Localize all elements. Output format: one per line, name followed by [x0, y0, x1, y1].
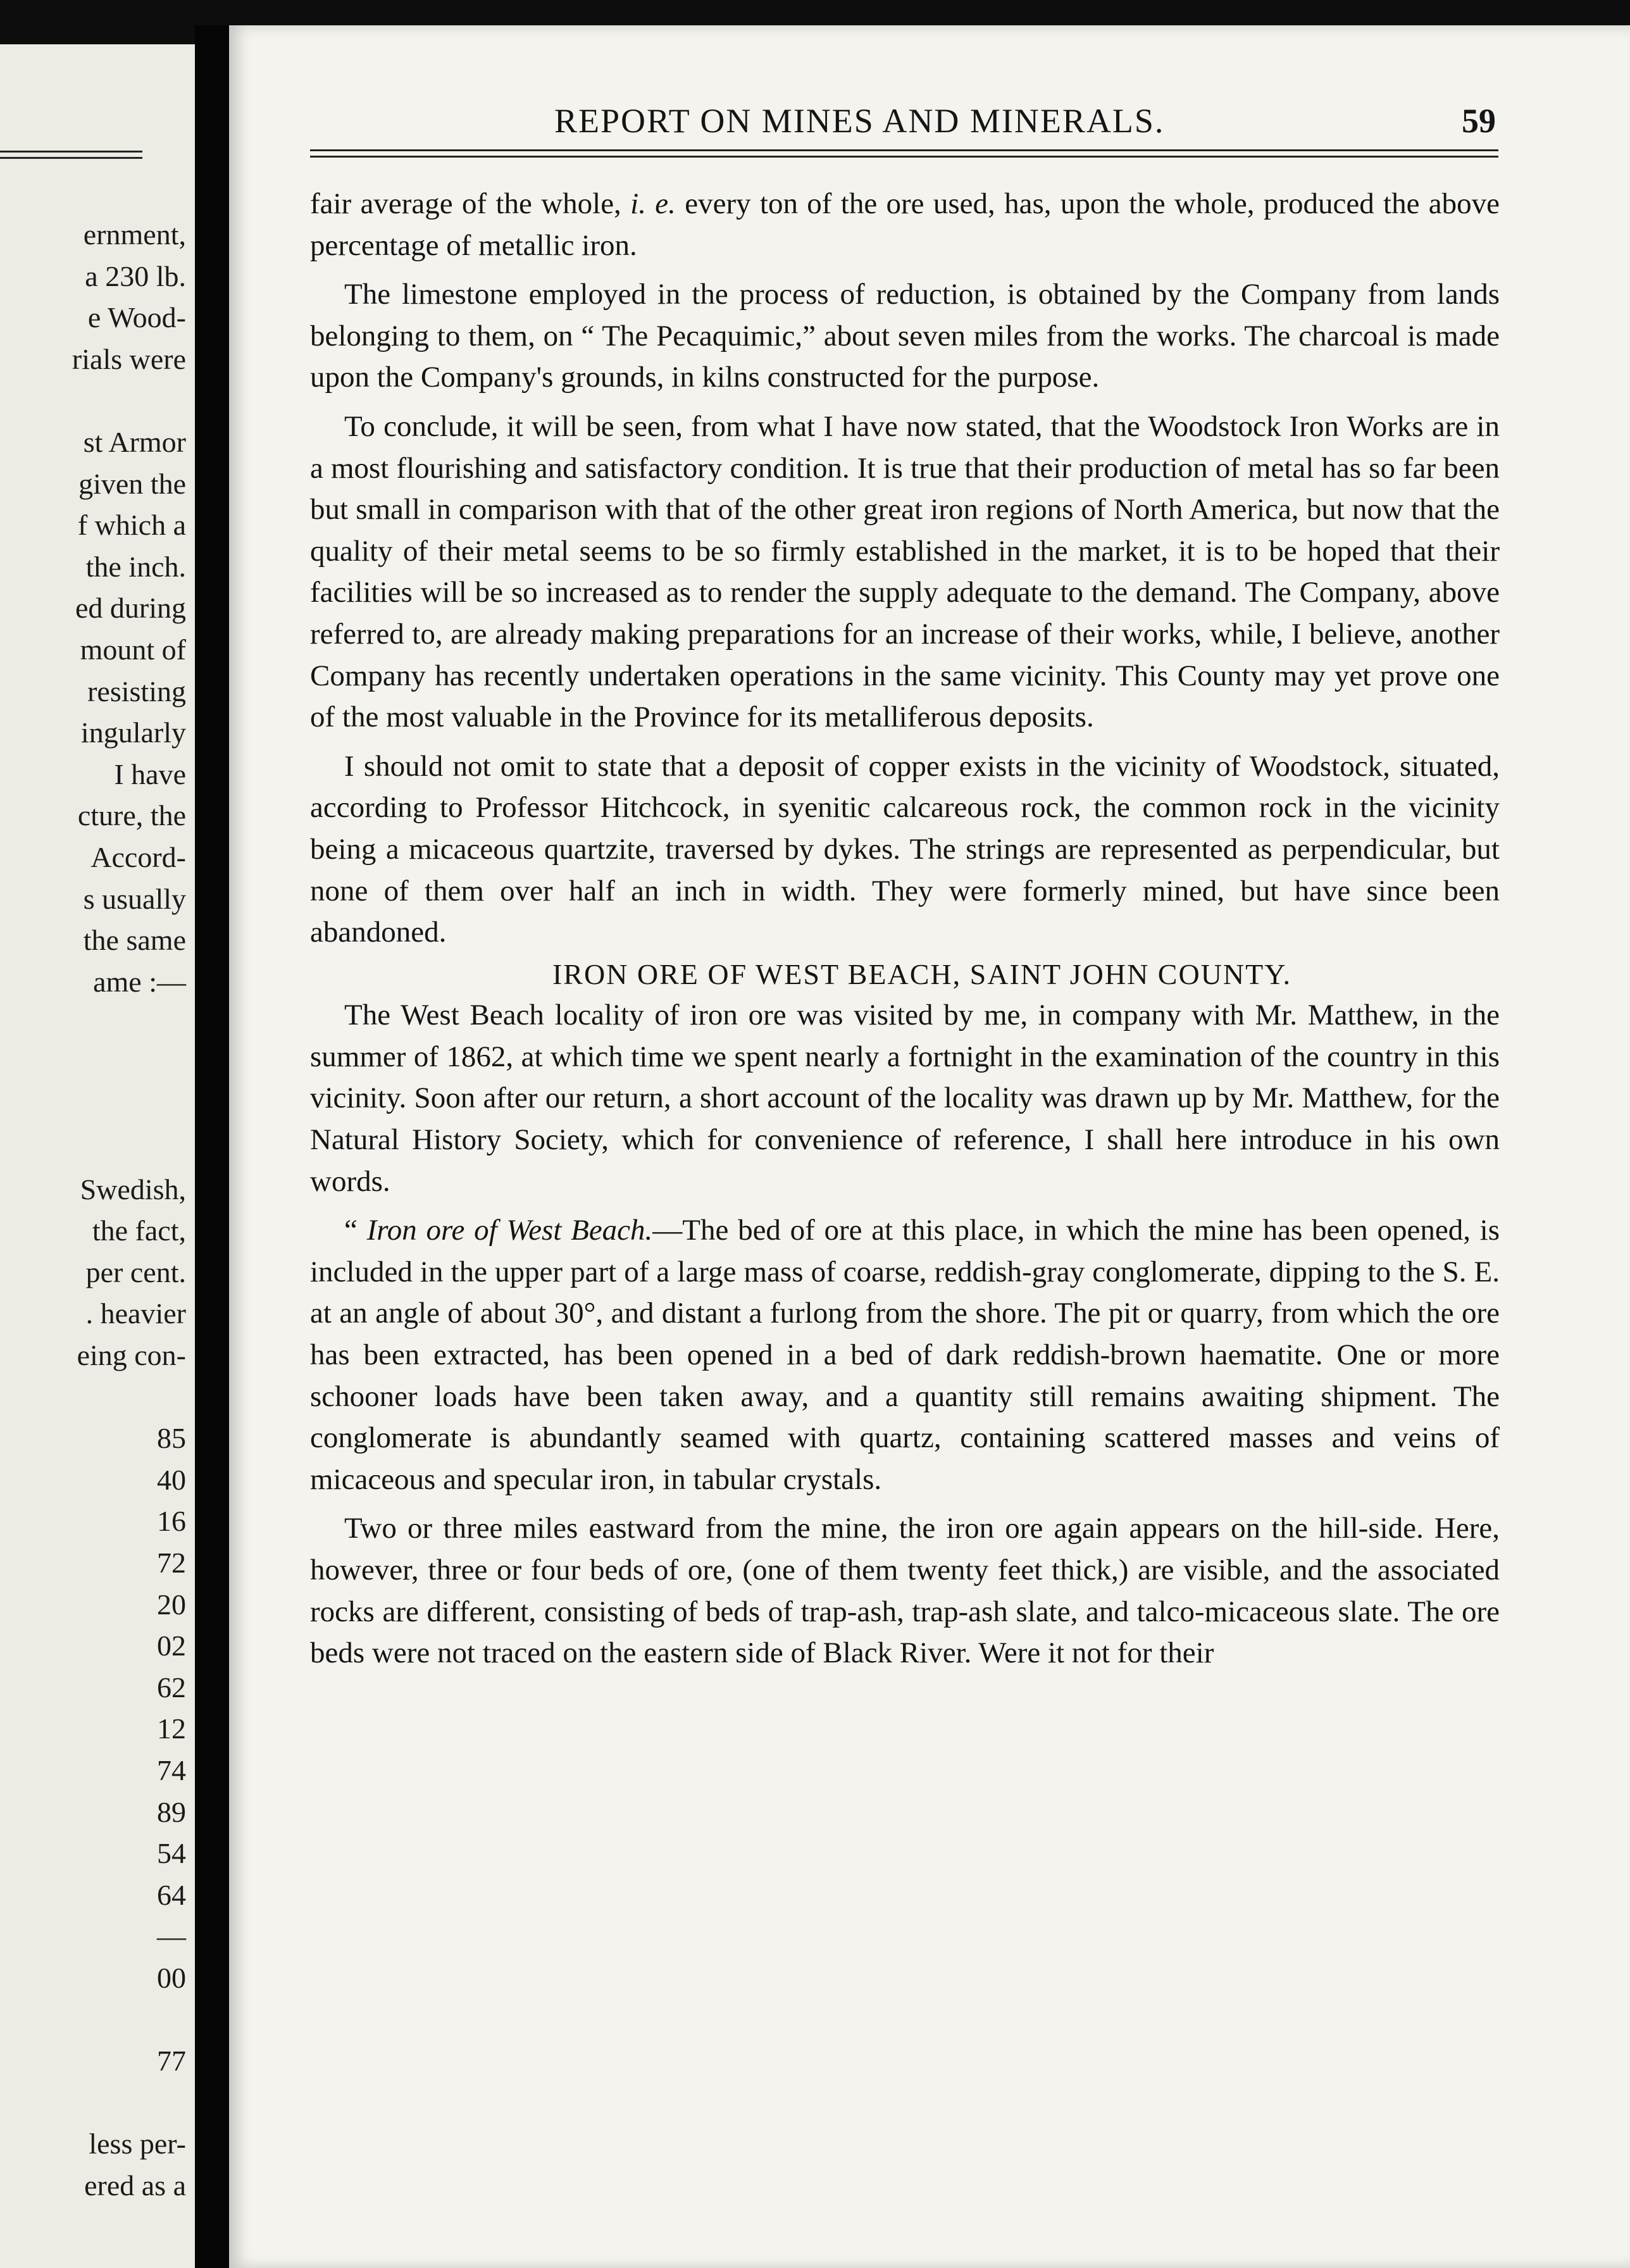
left-page-line: given the — [78, 467, 186, 500]
left-page-rule — [0, 157, 142, 159]
left-page-line: I have — [114, 757, 186, 790]
left-page-line: 20 — [157, 1588, 186, 1621]
left-page-line: e Wood- — [87, 301, 186, 334]
left-page-line: 74 — [157, 1754, 186, 1786]
paragraph: To conclude, it will be seen, from what I have now stated, that the Woodstock Iron Works are in a most flourishing and satisfactory condition. It is true that their production of metal has so far been but small in comparison with that of the other great iron regions of North America, but now that the quality of their metal seems to be so firmly established in the market, it is to be hoped that their facilities will be so increased as to render the supply adequate to the demand. The Company, above referred to, are already making preparations for an increase of their works, while, I believe, another Company has recently undertaken operations in the same vicinity. This County may yet prove one of the most valuable in the Province for its metalliferous deposits. — [310, 409, 1500, 734]
paragraph-text: fair average of the whole, — [310, 187, 631, 220]
left-page-line: s usually — [83, 882, 186, 915]
left-page-line: rials were — [72, 342, 186, 375]
left-page-line: ame :— — [93, 965, 186, 998]
running-header — [229, 101, 1630, 146]
left-page-line: 89 — [157, 1795, 186, 1828]
left-page-line: the fact, — [92, 1214, 186, 1247]
left-page-line — [0, 1127, 186, 1169]
left-page-text — [0, 214, 186, 2207]
left-page-margin — [0, 44, 195, 2268]
italic-ie: i. e. — [630, 187, 676, 220]
left-page-line — [0, 1085, 186, 1127]
paragraph-text: every ton of the ore used, has, upon the whole, produced the above percentage of metallic iron. — [310, 187, 1500, 262]
left-page-line: the same — [83, 924, 186, 957]
section-heading: IRON ORE OF WEST BEACH, SAINT JOHN COUNTY. — [552, 957, 1292, 990]
left-page-line: eing con- — [77, 1339, 186, 1372]
left-page-line: a 230 lb. — [85, 259, 186, 292]
left-page-line: cture, the — [77, 799, 186, 832]
left-page-line: 72 — [157, 1547, 186, 1579]
left-page-line: 40 — [157, 1463, 186, 1496]
paragraph: The limestone employed in the process of reduction, is obtained by the Company from lands belonging to them, on “ The Pecaquimic,” about seven miles from the works. The charcoal is made upon the Company's grounds, in kilns constructed for the purpose. — [310, 278, 1500, 394]
left-page-line: f which a — [77, 509, 186, 542]
running-title: REPORT ON MINES AND MINERALS. — [554, 102, 1165, 140]
quoted-paragraph — [310, 1210, 1500, 1500]
paragraph: The West Beach locality of iron ore was visited by me, in company with Mr. Matthew, in the summer of 1862, at which time we spent nearly a fortnight in the examination of the country in this vicinity. Soon after our return, a short account of the locality was drawn up by Mr. Matthew, for the Natural History Society, which for convenience of reference, I shall here introduce in his own words. — [310, 999, 1500, 1198]
left-page-line: — — [157, 1920, 186, 1953]
left-page-line: less per- — [89, 2128, 186, 2160]
left-page-line: 64 — [157, 1878, 186, 1911]
left-page-line: 00 — [157, 1961, 186, 1994]
paragraph: I should not omit to state that a deposit of copper exists in the vicinity of Woodstock, situated, according to Professor Hitchcock, in syenitic calcareous rock, the common rock in the vicinity being a micaceous quartzite, traversed by dykes. The strings are represented as perpendicular, but none of them over half an inch in width. They were formerly mined, but have since been abandoned. — [310, 749, 1500, 949]
left-page-line: ingularly — [80, 716, 186, 749]
left-page-line: 62 — [157, 1671, 186, 1704]
right-page — [229, 25, 1630, 2268]
paragraph — [310, 184, 1500, 266]
left-page-line: mount of — [80, 633, 186, 666]
left-page-line — [0, 1999, 186, 2041]
left-page-line: ernment, — [83, 218, 186, 251]
left-page-line: per cent. — [85, 1256, 186, 1288]
header-rule — [310, 149, 1498, 151]
book-gutter — [195, 25, 229, 2268]
left-page-line — [0, 380, 186, 421]
left-page-line: 12 — [157, 1712, 186, 1745]
paragraph: Two or three miles eastward from the mine, the iron ore again appears on the hill-side. Here, however, three or four beds of ore, (one of them twenty feet thick,) are visible, and the associated rocks are different, consisting of beds of trap-ash, trap-ash slate, and talco-micaceous slate. The ore beds were not traced on the eastern side of Black River. Were it not for their — [310, 1512, 1500, 1670]
left-page-line: resisting — [87, 675, 186, 707]
left-page-line — [0, 2082, 186, 2124]
left-page-line: ed during — [75, 592, 186, 625]
quote-title: Iron ore of West Beach. — [366, 1214, 653, 1247]
left-page-line: 02 — [157, 1629, 186, 1662]
left-page-line: 54 — [157, 1837, 186, 1870]
left-page-line — [0, 1002, 186, 1044]
page-number: 59 — [1462, 102, 1496, 140]
left-page-line: 77 — [157, 2045, 186, 2078]
left-page-line: Swedish, — [80, 1173, 186, 1206]
open-quote: “ — [344, 1214, 367, 1247]
left-page-line: the inch. — [85, 550, 186, 583]
left-page-line: 85 — [157, 1422, 186, 1455]
page-body — [310, 184, 1500, 1674]
left-page-rule — [0, 151, 142, 153]
left-page-line: ered as a — [84, 2169, 186, 2202]
left-page-line: Accord- — [90, 840, 186, 873]
header-rule — [310, 156, 1498, 158]
left-page-line — [0, 1376, 186, 1418]
left-page-line: 16 — [157, 1505, 186, 1538]
left-page-line: . heavier — [85, 1297, 186, 1330]
left-page-line: st Armor — [83, 425, 186, 458]
paragraph-text: —The bed of ore at this place, in which the mine has been opened, is included in the upper part of a large mass of coarse, reddish-gray conglomerate, dipping to the S. E. at an angle of about 30°, and distant a furlong from the shore. The pit or quarry, from which the ore has been extracted, has been opened in a bed of dark reddish-brown haematite. One or more schooner loads have been taken away, and a quantity still remains awaiting shipment. The conglomerate is abundantly seamed with quartz, containing scattered masses and veins of micaceous and specular iron, in tabular crystals. — [310, 1214, 1500, 1496]
left-page-line — [0, 1044, 186, 1086]
